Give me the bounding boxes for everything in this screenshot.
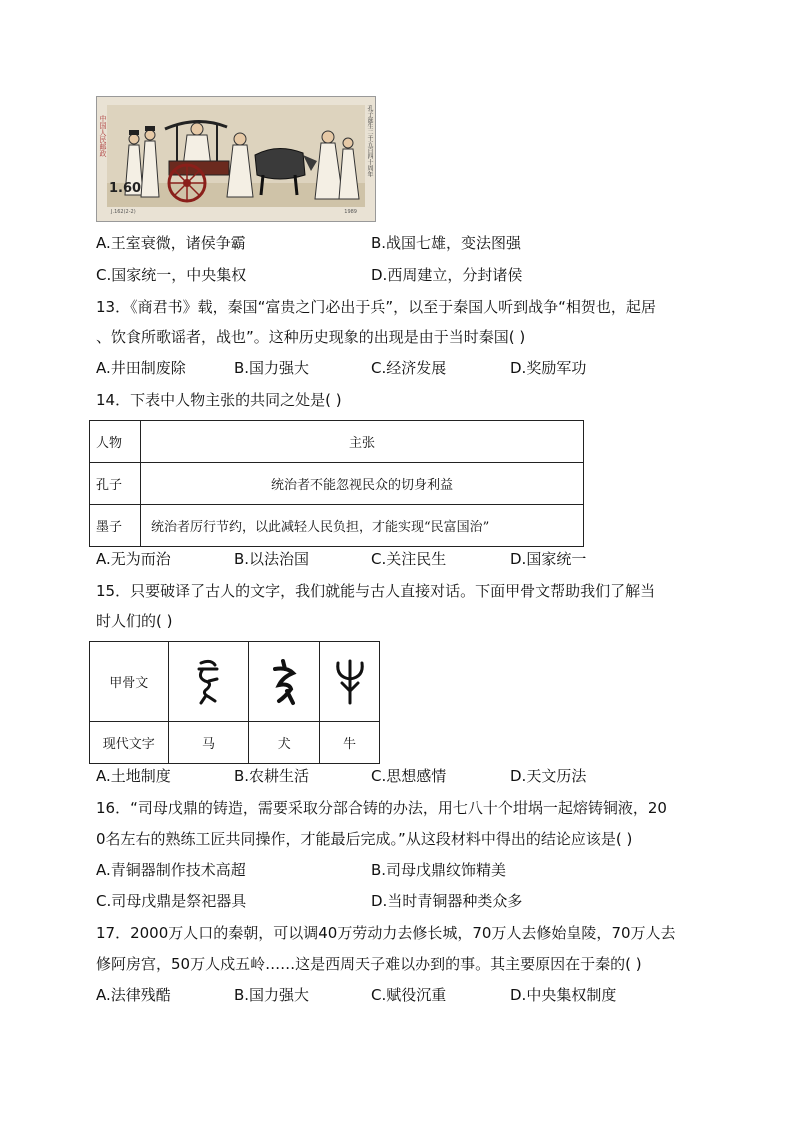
table-row: [90, 642, 380, 722]
q14-header-claim: 主张: [141, 421, 584, 463]
stamp-illustration: [107, 105, 365, 207]
q16-option-b: B.司母戊鼎纹饰精美: [371, 861, 507, 879]
q17-option-a: A.法律残酷: [96, 986, 171, 1004]
q14-row1-claim: 统治者不能忽视民众的切身利益: [141, 463, 584, 505]
q13-option-d: D.奖励军功: [510, 359, 587, 377]
q12-option-d: D.西周建立，分封诸侯: [371, 266, 523, 284]
q14-option-c: C.关注民生: [371, 550, 447, 568]
q12-option-b: B.战国七雄，变法图强: [371, 234, 522, 252]
q15-option-a: A.土地制度: [96, 767, 171, 785]
q14-option-a: A.无为而治: [96, 550, 171, 568]
q13-stem-line1: 13．《商君书》载，秦国“富贵之门必出于兵”，以至于秦国人听到战争“相贺也，起居: [96, 298, 656, 316]
q14-row1-person: 孔子: [90, 463, 141, 505]
q15-option-b: B.农耕生活: [234, 767, 310, 785]
q16-option-c: C.司母戊鼎是祭祀器具: [96, 892, 247, 910]
stamp-country-text: 中国人民邮政: [99, 115, 107, 157]
q13-option-c: C.经济发展: [371, 359, 447, 377]
stamp-year: 1989: [344, 209, 357, 215]
q14-stem: 14．下表中人物主张的共同之处是( ): [96, 391, 342, 409]
table-row: [90, 505, 584, 547]
q13-option-b: B.国力强大: [234, 359, 310, 377]
q14-table: [89, 420, 584, 547]
q13-option-a: A.井田制废除: [96, 359, 186, 377]
q15-stem-line2: 时人们的( ): [96, 612, 173, 630]
q17-option-b: B.国力强大: [234, 986, 310, 1004]
q15-row2-label: 现代文字: [90, 722, 169, 764]
q14-row2-person: 墨子: [90, 505, 141, 547]
q17-stem-line2: 修阿房宫，50万人戍五岭……这是西周天子难以办到的事。其主要原因在于秦的( ): [96, 955, 642, 973]
q17-option-d: D.中央集权制度: [510, 986, 617, 1004]
q14-row2-claim: 统治者厉行节约，以此减轻人民负担，才能实现“民富国治”: [141, 505, 584, 547]
table-row: [90, 722, 380, 764]
ox-oracle-glyph-cell: [320, 642, 380, 722]
horse-oracle-glyph-icon: [193, 657, 223, 707]
q15-option-d: D.天文历法: [510, 767, 587, 785]
table-row: [90, 463, 584, 505]
q13-stem-line2: 、饮食所歌谣者，战也”。这种历史现象的出现是由于当时秦国( ): [96, 328, 526, 346]
stamp-scene-drawing: [107, 105, 365, 207]
q17-option-c: C.赋役沉重: [371, 986, 447, 1004]
horse-oracle-glyph-cell: [168, 642, 249, 722]
q15-stem-line1: 15．只要破译了古人的文字，我们就能与古人直接对话。下面甲骨文帮助我们了解当: [96, 582, 656, 600]
dog-oracle-glyph-cell: [249, 642, 320, 722]
q16-stem-line2: 0名左右的熟练工匠共同操作，才能最后完成。”从这段材料中得出的结论应该是( ): [96, 830, 633, 848]
q15-modern-ox: 牛: [320, 722, 380, 764]
q15-table: [89, 641, 380, 764]
q15-option-c: C.思想感情: [371, 767, 447, 785]
q15-row1-label: 甲骨文: [90, 642, 169, 722]
stamp-code: J.162(2-2): [111, 209, 136, 215]
q14-option-b: B.以法治国: [234, 550, 310, 568]
confucius-stamp-image: [96, 96, 376, 222]
q15-modern-dog: 犬: [249, 722, 320, 764]
q16-option-d: D.当时青铜器种类众多: [371, 892, 523, 910]
q14-option-d: D.国家统一: [510, 550, 587, 568]
q14-table-header: [90, 421, 584, 463]
stamp-face-value: 1.60: [109, 181, 142, 196]
q12-option-c: C.国家统一，中央集权: [96, 266, 247, 284]
q17-stem-line1: 17．2000万人口的秦朝，可以调40万劳动力去修长城，70万人去修始皇陵，70万人去: [96, 924, 676, 942]
stamp-caption: 孔子诞生二千五百四十周年: [366, 105, 373, 177]
q14-header-person: 人物: [90, 421, 141, 463]
dog-oracle-glyph-icon: [269, 657, 299, 707]
q12-option-a: A.王室衰微，诸侯争霸: [96, 234, 246, 252]
q16-option-a: A.青铜器制作技术高超: [96, 861, 246, 879]
ox-oracle-glyph-icon: [332, 657, 368, 707]
q15-modern-horse: 马: [168, 722, 249, 764]
q16-stem-line1: 16．“司母戊鼎的铸造，需要采取分部合铸的办法，用七八十个坩埚一起熔铸铜液，20: [96, 799, 667, 817]
